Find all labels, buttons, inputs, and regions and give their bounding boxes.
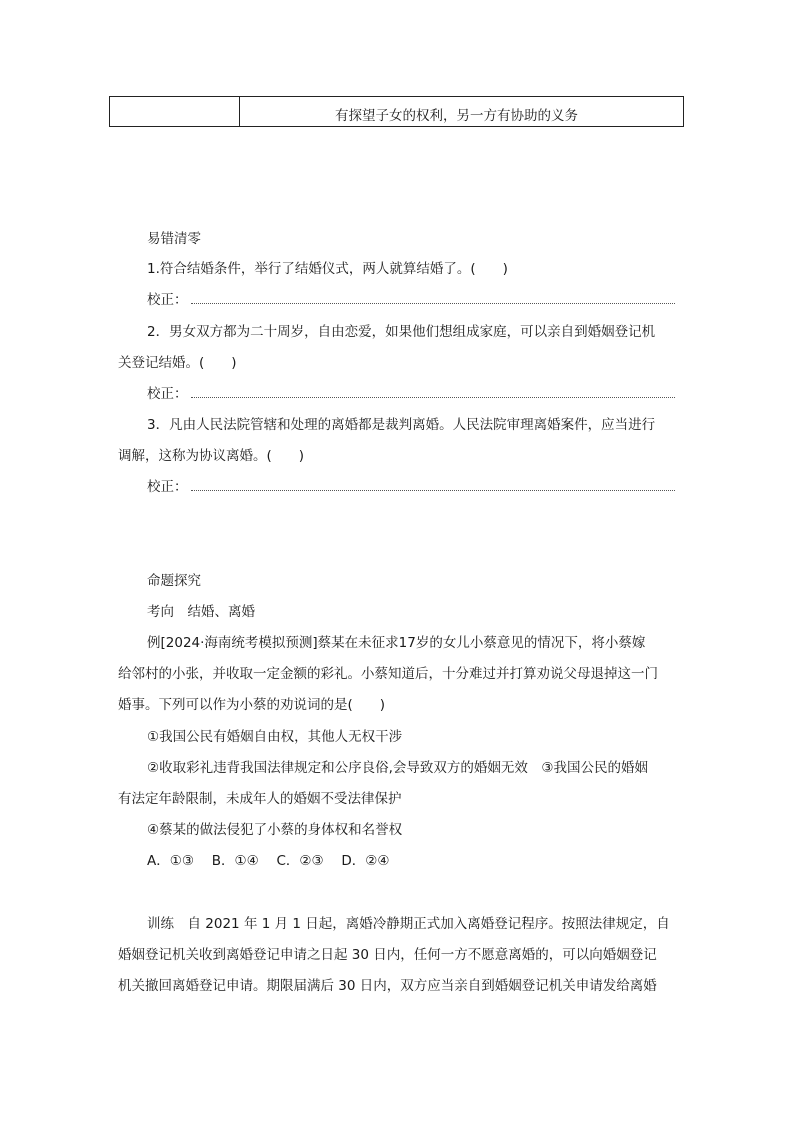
option-2-line-2: 有法定年龄限制，未成年人的婚姻不受法律保护 <box>118 791 402 807</box>
option-2-line-1: ②收取彩礼违背我国法律规定和公序良俗,会导致双方的婚姻无效 ③我国公民的婚姻 <box>147 760 648 776</box>
example-line-1: 例[2024·海南统考模拟预测]蔡某在未征求17岁的女儿小蔡意见的情况下，将小蔡嫁 <box>147 635 646 651</box>
question-2-line-1: 2．男女双方都为二十周岁，自由恋爱，如果他们想组成家庭，可以亲自到婚姻登记机 <box>147 324 656 340</box>
table-divider <box>239 97 240 126</box>
table-cell-text: 有探望子女的权利，另一方有协助的义务 <box>335 108 578 124</box>
training-line-3: 机关撤回离婚登记申请。期限届满后 30 日内，双方应当亲自到婚姻登记机关申请发给离婚 <box>118 978 657 994</box>
fix-label: 校正： <box>147 292 188 308</box>
fix-row-3[interactable] <box>147 477 675 497</box>
proposition-heading: 命题探究 <box>147 573 201 589</box>
fix-answer-line[interactable] <box>191 303 675 304</box>
training-line-1: 训练 自 2021 年 1 月 1 日起，离婚冷静期正式加入离婚登记程序。按照法律规定，自 <box>147 916 670 932</box>
exam-direction: 考向 结婚、离婚 <box>147 604 255 620</box>
fix-answer-line[interactable] <box>191 490 675 491</box>
question-1: 1.符合结婚条件，举行了结婚仪式，两人就算结婚了。( ) <box>147 261 508 277</box>
fix-row-2[interactable] <box>147 384 675 404</box>
option-4: ④蔡某的做法侵犯了小蔡的身体权和名誉权 <box>147 822 403 838</box>
example-line-2: 给邻村的小张，并收取一定金额的彩礼。小蔡知道后，十分难过并打算劝说父母退掉这一门 <box>118 666 658 682</box>
question-3-line-2: 调解，这称为协议离婚。( ) <box>118 448 305 464</box>
question-2-line-2: 关登记结婚。( ) <box>118 355 237 371</box>
fix-row-1[interactable] <box>147 290 675 310</box>
training-line-2: 婚姻登记机关收到离婚登记申请之日起 30 日内，任何一方不愿意离婚的，可以向婚姻登记 <box>118 947 657 963</box>
question-3-line-1: 3．凡由人民法院管辖和处理的离婚都是裁判离婚。人民法院审理离婚案件，应当进行 <box>147 417 656 433</box>
errors-heading: 易错清零 <box>147 231 201 247</box>
fix-label: 校正： <box>147 386 188 402</box>
answer-choices: A．①③ B．①④ C．②③ D．②④ <box>147 853 390 869</box>
table-row <box>109 96 684 127</box>
example-line-3: 婚事。下列可以作为小蔡的劝说词的是( ) <box>118 697 386 713</box>
option-1: ①我国公民有婚姻自由权，其他人无权干涉 <box>147 729 403 745</box>
fix-answer-line[interactable] <box>191 397 675 398</box>
fix-label: 校正： <box>147 479 188 495</box>
